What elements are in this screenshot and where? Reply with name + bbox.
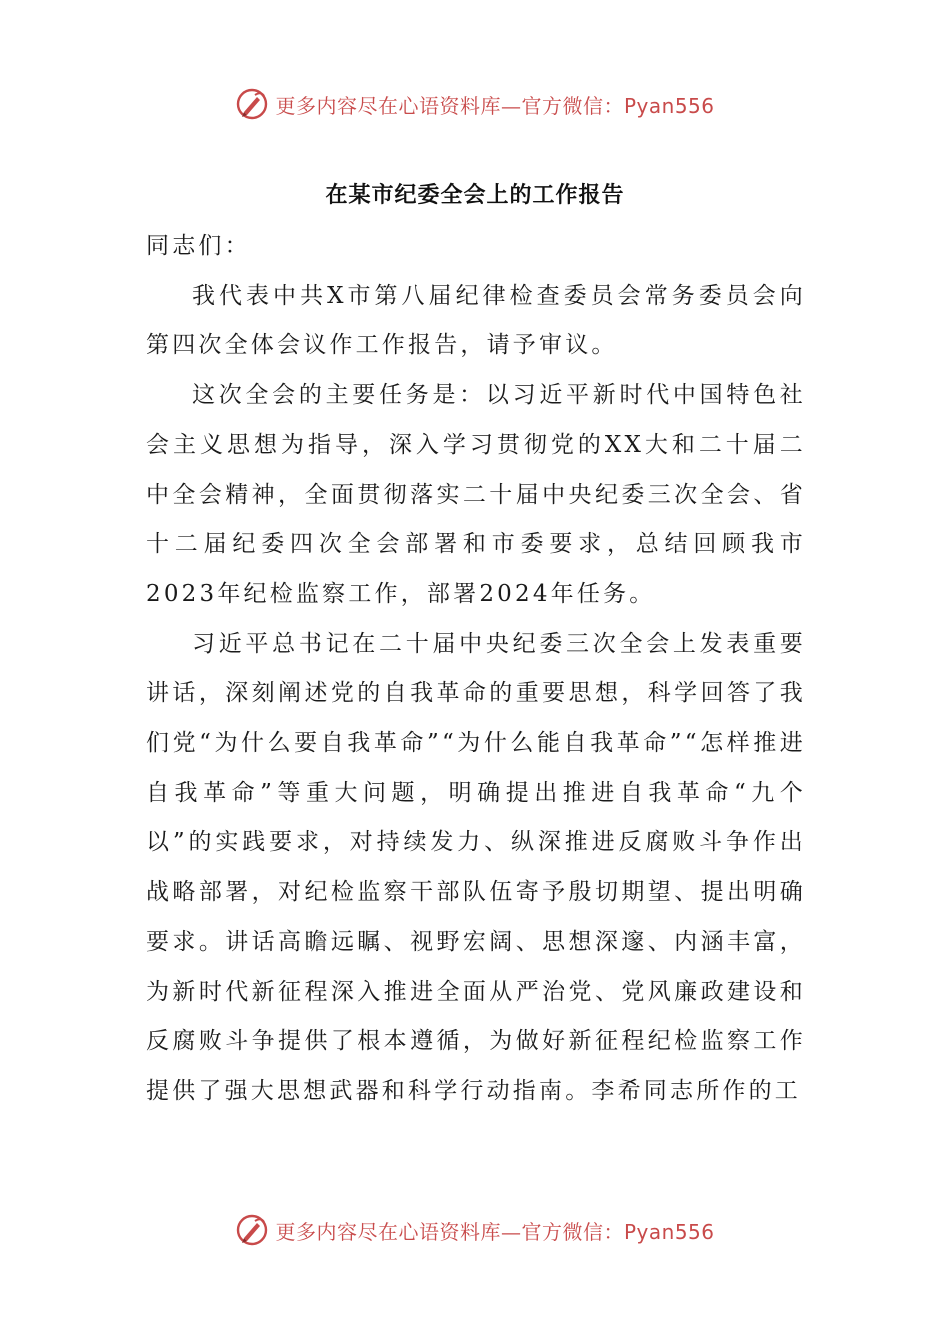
document-body — [146, 222, 806, 1117]
watermark-text: 更多内容尽在心语资料库—官方微信：Pyan556 — [275, 93, 715, 118]
paragraph: 这次全会的主要任务是：以习近平新时代中国特色社会主义思想为指导，深入学习贯彻党的XX大和二十届二中全会精神，全面贯彻落实二十届中央纪委三次全会、省十二届纪委四次全会部署和市委要求，总结回顾我市2023年纪检监察工作，部署2024年任务。 — [146, 382, 806, 607]
header-watermark — [0, 84, 950, 124]
pen-logo-icon — [235, 87, 269, 121]
document-title: 在某市纪委全会上的工作报告 — [325, 183, 625, 208]
watermark-wechat-id: Pyan556 — [623, 1219, 715, 1244]
pen-logo-icon — [235, 1213, 269, 1247]
watermark-text: 更多内容尽在心语资料库—官方微信：Pyan556 — [275, 1219, 715, 1244]
footer-watermark — [0, 1210, 950, 1250]
watermark-wechat-id: Pyan556 — [623, 93, 715, 118]
paragraph: 我代表中共X市第八届纪律检查委员会常务委员会向第四次全体会议作工作报告，请予审议。 — [146, 282, 806, 359]
paragraph: 习近平总书记在二十届中央纪委三次全会上发表重要讲话，深刻阐述党的自我革命的重要思想，科学回答了我们党“为什么要自我革命”“为什么能自我革命”“怎样推进自我革命”等重大问题，明确提出推进自我革命“九个以”的实践要求，对持续发力、纵深推进反腐败斗争作出战略部署，对纪检监察干部队伍寄予殷切期望、提出明确要求。讲话高瞻远瞩、视野宏阔、思想深邃、内涵丰富，为新时代新征程深入推进全面从严治党、党风廉政建设和反腐败斗争提供了根本遵循，为做好新征程纪检监察工作提供了强大思想武器和科学行动指南。李希同志所作的工 — [146, 630, 806, 1104]
greeting: 同志们： — [146, 233, 251, 259]
